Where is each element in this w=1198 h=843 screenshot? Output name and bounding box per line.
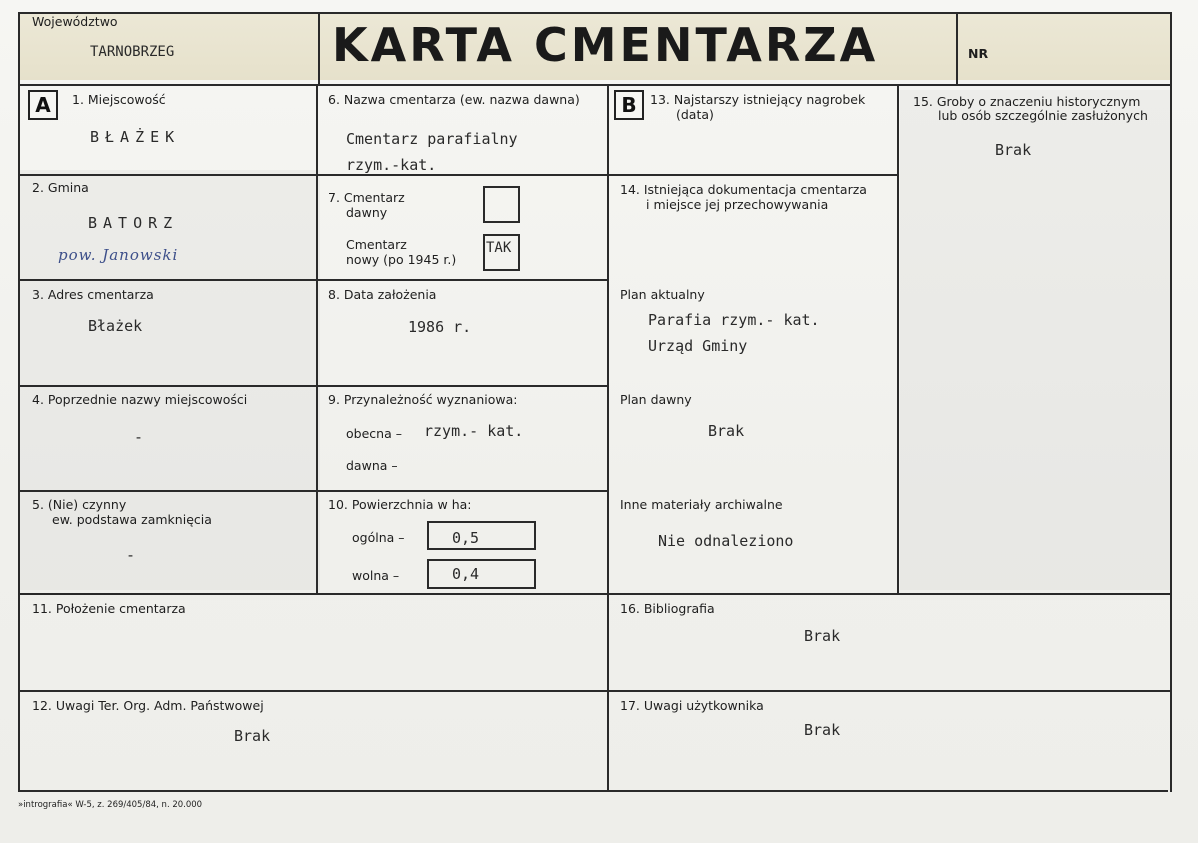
plan-aktualny-value-1: Parafia rzym.- kat. [648,311,820,329]
border-right [1170,12,1172,792]
inne-materialy-label: Inne materiały archiwalne [620,497,783,512]
field-3-value: Błażek [88,317,143,335]
old-cemetery-checkbox[interactable] [483,186,520,223]
row-sep-3 [18,385,608,387]
field-2-value: BATORZ [88,214,179,232]
field-7-label-1: 7. Cmentarz [328,190,405,205]
border-top [18,12,1172,14]
border-bottom [18,790,1168,792]
nr-label: NR [968,46,989,61]
field-10-wolna-value: 0,4 [452,565,480,583]
field-13-label-2: (data) [676,107,714,122]
field-10-label: 10. Powierzchnia w ha: [328,497,472,512]
field-9-dawna-label: dawna – [346,458,398,473]
shade-left [20,170,320,590]
field-5-value: - [126,546,136,564]
field-9-obecna-value: rzym.- kat. [424,422,524,440]
field-7-new-label-2: nowy (po 1945 r.) [346,252,457,267]
field-16-value: Brak [804,627,841,645]
field-11-label: 11. Położenie cmentarza [32,601,186,616]
field-6-value-1: Cmentarz parafialny [346,130,518,148]
field-9-obecna-label: obecna – [346,426,402,441]
field-12-value: Brak [234,727,271,745]
field-10-wolna-label: wolna – [352,568,400,583]
field-1-label: 1. Miejscowość [72,92,166,107]
plan-aktualny-value-2: Urząd Gminy [648,337,748,355]
field-15-label-2: lub osób szczególnie zasłużonych [938,108,1148,123]
field-16-label: 16. Bibliografia [620,601,715,616]
field-10-ogolna-label: ogólna – [352,530,405,545]
border-left [18,12,20,792]
field-4-label: 4. Poprzednie nazwy miejscowości [32,392,248,407]
field-5-label-1: 5. (Nie) czynny [32,497,127,512]
section-a-marker: A [28,90,58,120]
page-title: KARTA CMENTARZA [332,18,879,72]
area-total-field[interactable] [427,521,536,550]
row-sep-1 [18,174,608,176]
row-sep-5 [18,593,1172,595]
field-10-ogolna-value: 0,5 [452,529,480,547]
field-4-value: - [134,428,144,446]
wojewodztwo-label: Województwo [32,14,118,29]
field-7-label-2: dawny [346,205,388,220]
field-2-handwritten: pow. Janowski [58,246,179,264]
field-6-label: 6. Nazwa cmentarza (ew. nazwa dawna) [328,92,580,107]
section-b-marker: B [614,90,644,120]
area-free-field[interactable] [427,559,536,589]
col-sep-3 [897,84,899,594]
field-6-value-2: rzym.-kat. [346,156,437,174]
field-14-label-2: i miejsce jej przechowywania [646,197,829,212]
field-9-label: 9. Przynależność wyznaniowa: [328,392,518,407]
field-5-label-2: ew. podstawa zamknięcia [52,512,212,527]
field-7-new-label-1: Cmentarz [346,237,407,252]
plan-dawny-value: Brak [708,422,745,440]
field-7-new-value: TAK [486,240,512,256]
inne-materialy-value: Nie odnaleziono [658,532,794,550]
header-sep-1 [318,12,320,84]
field-1-value: BŁAŻEK [90,128,181,146]
field-15-label-1: 15. Groby o znaczeniu historycznym [913,94,1141,109]
field-17-value: Brak [804,721,841,739]
field-2-label: 2. Gmina [32,180,89,195]
field-17-label: 17. Uwagi użytkownika [620,698,764,713]
row-sep-col3 [607,174,898,176]
col-sep-1 [316,84,318,594]
header-bottom [18,84,1172,86]
plan-aktualny-label: Plan aktualny [620,287,705,302]
row-sep-4 [18,490,608,492]
field-3-label: 3. Adres cmentarza [32,287,154,302]
printer-footer: »intrografia« W-5, z. 269/405/84, n. 20.000 [18,800,203,810]
row-sep-2 [18,279,608,281]
row-sep-6 [18,690,1172,692]
plan-dawny-label: Plan dawny [620,392,692,407]
field-15-value: Brak [995,141,1032,159]
wojewodztwo-value: TARNOBRZEG [90,44,175,60]
field-8-value: 1986 r. [408,318,472,336]
field-13-label-1: 13. Najstarszy istniejący nagrobek [650,92,866,107]
field-8-label: 8. Data założenia [328,287,437,302]
col-sep-2 [607,84,609,792]
field-14-label-1: 14. Istniejąca dokumentacja cmentarza [620,182,867,197]
field-12-label: 12. Uwagi Ter. Org. Adm. Państwowej [32,698,264,713]
shade-right [900,90,1170,590]
header-sep-2 [956,12,958,84]
